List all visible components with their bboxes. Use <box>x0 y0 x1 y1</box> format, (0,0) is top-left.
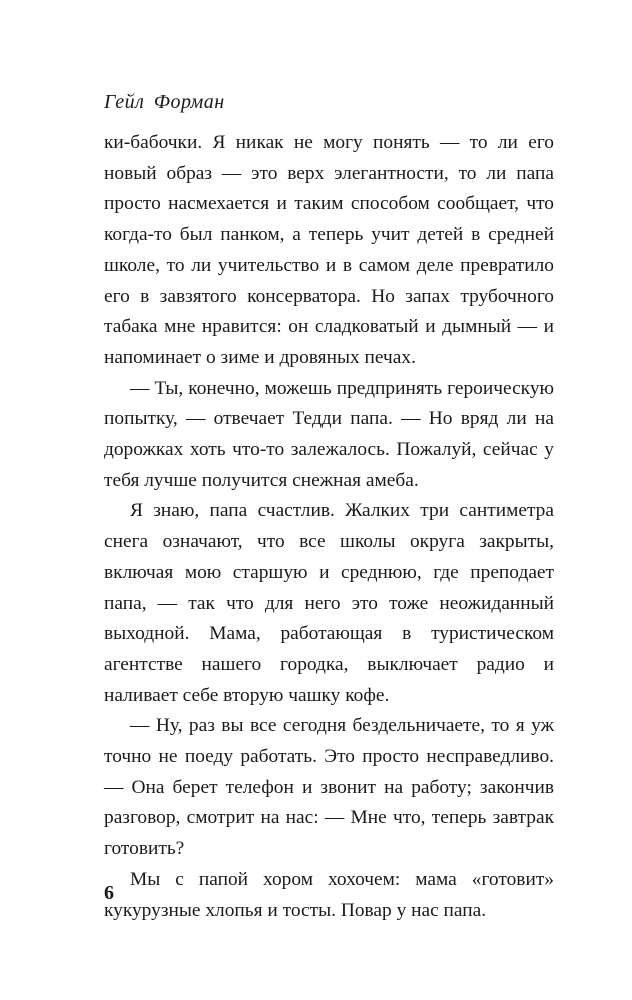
paragraph: ки-бабочки. Я никак не могу понять — то ли его новый образ — это верх элегантности, то ли папа просто насмехается и таким способом сообщает, что когда-то был панком, а теперь учит детей в средней школе, то ли учительство и в самом деле превратило его в завзятого консерватора. Но запах трубочного табака мне нравится: он сладковатый и дымный — и напоминает о зиме и дровяных печах. <box>104 132 554 368</box>
paragraph: — Ты, конечно, можешь предпринять героическую попытку, — отвечает Тедди папа. — Но вряд ли на дорожках хоть что-то залежалось. Пожалуй, сейчас у тебя лучше получится снежная амеба. <box>104 377 554 491</box>
paragraph: — Ну, раз вы все сегодня бездельничаете, то я уж точно не поеду работать. Это просто несправедливо. — Она берет телефон и звонит на работу; закончив разговор, смотрит на нас: — Мне что, теперь завтрак готовить? <box>104 715 554 860</box>
paragraph: Мы с папой хором хохочем: мама «готовит» кукурузные хлопья и тосты. Повар у нас папа. <box>104 868 554 921</box>
paragraph: Я знаю, папа счастлив. Жалких три сантиметра снега означают, что все школы округа закрыты, включая мою старшую и среднюю, где преподает папа, — так что для него это тоже неожиданный выходной. Мама, работающая в туристическом агентстве нашего городка, выключает радио и наливает себе вторую чашку кофе. <box>104 500 554 706</box>
body-text <box>104 128 554 926</box>
page-number: 6 <box>104 882 114 904</box>
running-head: Гейл Форман <box>104 91 225 113</box>
